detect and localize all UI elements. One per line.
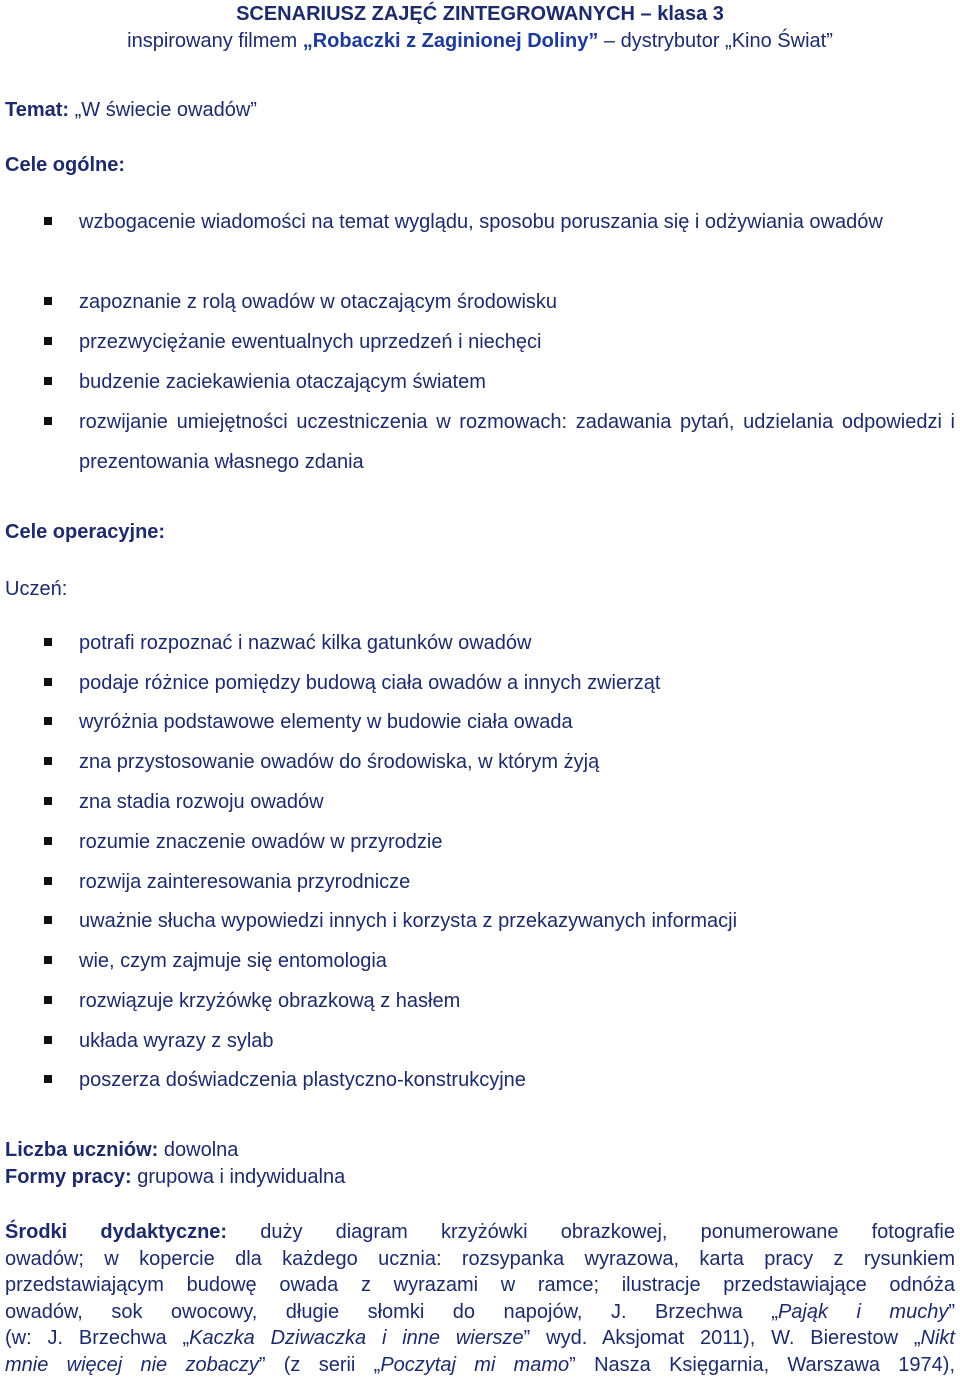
list-item xyxy=(44,623,956,663)
list-item xyxy=(44,322,956,362)
bullet-square-icon xyxy=(44,297,52,305)
list-item xyxy=(44,901,956,941)
list-item xyxy=(44,782,956,822)
list-item-text: rozumie znaczenie owadów w przyrodzie xyxy=(79,831,443,853)
list-item-text: zapoznanie z rolą owadów w otaczającym środowisku xyxy=(79,291,558,313)
list-item xyxy=(44,981,956,1021)
paragraph-text: ” xyxy=(948,1300,955,1323)
bullet-square-icon xyxy=(44,956,52,964)
list-item-text: rozwija zainteresowania przyrodnicze xyxy=(79,871,411,893)
bullet-square-icon xyxy=(44,837,52,845)
teaching-aids-label: Środki dydaktyczne: xyxy=(5,1221,228,1243)
students-count-value: dowolna xyxy=(158,1139,239,1161)
bullet-square-icon xyxy=(44,417,52,425)
students-count-line xyxy=(5,1138,238,1162)
scenario-title: SCENARIUSZ ZAJĘĆ ZINTEGROWANYCH – klasa 3 xyxy=(236,3,724,25)
paragraph-text: (w: J. Brzechwa „ xyxy=(5,1327,190,1349)
list-item-text: poszerza doświadczenia plastyczno-konstrukcyjne xyxy=(79,1069,526,1091)
list-item-text: wie, czym zajmuje się entomologia xyxy=(79,950,387,972)
list-item-text: potrafi rozpoznać i nazwać kilka gatunków owadów xyxy=(79,632,532,654)
paragraph-line: przedstawiającym budowę owada z wyrazami w ramce; ilustracje przedstawiające odnóża xyxy=(5,1274,955,1296)
bullet-square-icon xyxy=(44,1075,52,1083)
paragraph-text: duży diagram krzyżówki obrazkowej, ponumerowane fotografie xyxy=(227,1221,955,1243)
paragraph-text: ” Nasza Księgarnia, Warszawa 1974), xyxy=(569,1353,956,1376)
list-item-text: wzbogacenie wiadomości na temat wyglądu, sposobu poruszania się i odżywiania owadów xyxy=(79,211,883,233)
teaching-aids-paragraph xyxy=(5,1219,955,1378)
list-item xyxy=(44,663,956,703)
bullet-square-icon xyxy=(44,757,52,765)
list-item-text: przezwyciężanie ewentualnych uprzedzeń i niechęci xyxy=(79,331,542,353)
list-item xyxy=(44,742,956,782)
list-item xyxy=(44,822,956,862)
list-item-text: podaje różnice pomiędzy budową ciała owadów a innych zwierząt xyxy=(79,672,661,694)
bullet-square-icon xyxy=(44,1036,52,1044)
bullet-square-icon xyxy=(44,217,52,225)
topic-value: „W świecie owadów” xyxy=(69,99,257,121)
list-item-text: zna przystosowanie owadów do środowiska, w którym żyją xyxy=(79,751,600,773)
list-item xyxy=(44,1021,956,1061)
work-forms-value: grupowa i indywidualna xyxy=(131,1166,346,1188)
list-item xyxy=(44,941,956,981)
list-item xyxy=(44,202,956,282)
list-item-text: budzenie zaciekawienia otaczającym światem xyxy=(79,371,486,393)
topic-line xyxy=(5,98,257,122)
scenario-subtitle xyxy=(0,29,960,53)
film-title: „Robaczki z Zaginionej Doliny” xyxy=(302,30,599,52)
bullet-square-icon xyxy=(44,797,52,805)
series-title: Poczytaj mi mamo xyxy=(380,1353,570,1376)
topic-label: Temat: xyxy=(5,99,70,121)
work-forms-line xyxy=(5,1165,345,1189)
list-item-text: rozwiązuje krzyżówkę obrazkową z hasłem xyxy=(79,990,461,1012)
list-item-text: rozwijanie umiejętności uczestniczenia w rozmowach: zadawania pytań, udzielania odpowiedzi i prezentowania własnego zdania xyxy=(79,411,955,473)
bullet-square-icon xyxy=(44,377,52,385)
subtitle-suffix: – dystrybutor „Kino Świat” xyxy=(598,30,833,52)
bullet-square-icon xyxy=(44,717,52,725)
paragraph-line: owadów; w kopercie dla każdego ucznia: rozsypanka wyrazowa, karta pracy z rysunkiem xyxy=(5,1247,955,1270)
bullet-square-icon xyxy=(44,638,52,646)
book-title: Nikt xyxy=(920,1327,955,1349)
bullet-square-icon xyxy=(44,877,52,885)
paragraph-text: ” (z serii „ xyxy=(258,1353,381,1376)
list-item xyxy=(44,402,956,482)
list-item xyxy=(44,1060,956,1100)
bullet-square-icon xyxy=(44,916,52,924)
paragraph-text: ” wyd. Aksjomat 2011), W. Bierestow „ xyxy=(523,1327,921,1349)
bullet-square-icon xyxy=(44,337,52,345)
student-label: Uczeń: xyxy=(5,578,68,600)
book-title: mnie więcej nie zobaczy xyxy=(5,1353,259,1376)
list-item xyxy=(44,362,956,402)
list-item-text: zna stadia rozwoju owadów xyxy=(79,791,324,813)
bullet-square-icon xyxy=(44,678,52,686)
operational-goals-heading: Cele operacyjne: xyxy=(5,521,166,543)
book-title: Kaczka Dziwaczka i inne wiersze xyxy=(189,1327,524,1349)
paragraph-line xyxy=(5,1352,955,1379)
list-item-text: uważnie słucha wypowiedzi innych i korzysta z przekazywanych informacji xyxy=(79,910,738,932)
work-forms-label: Formy pracy: xyxy=(5,1166,132,1188)
list-item xyxy=(44,862,956,902)
general-goals-heading: Cele ogólne: xyxy=(5,154,126,176)
paragraph-line xyxy=(5,1219,955,1246)
book-title: Pająk i muchy xyxy=(777,1300,949,1323)
paragraph-line xyxy=(5,1299,955,1326)
paragraph-text: owadów, sok owocowy, długie słomki do napojów, J. Brzechwa „ xyxy=(5,1300,778,1323)
subtitle-prefix: inspirowany filmem xyxy=(127,30,303,52)
paragraph-line xyxy=(5,1325,955,1352)
list-item-text: układa wyrazy z sylab xyxy=(79,1030,274,1052)
students-count-label: Liczba uczniów: xyxy=(5,1139,159,1161)
list-item xyxy=(44,702,956,742)
bullet-square-icon xyxy=(44,996,52,1004)
list-item-text: wyróżnia podstawowe elementy w budowie ciała owada xyxy=(79,711,573,733)
list-item xyxy=(44,282,956,322)
